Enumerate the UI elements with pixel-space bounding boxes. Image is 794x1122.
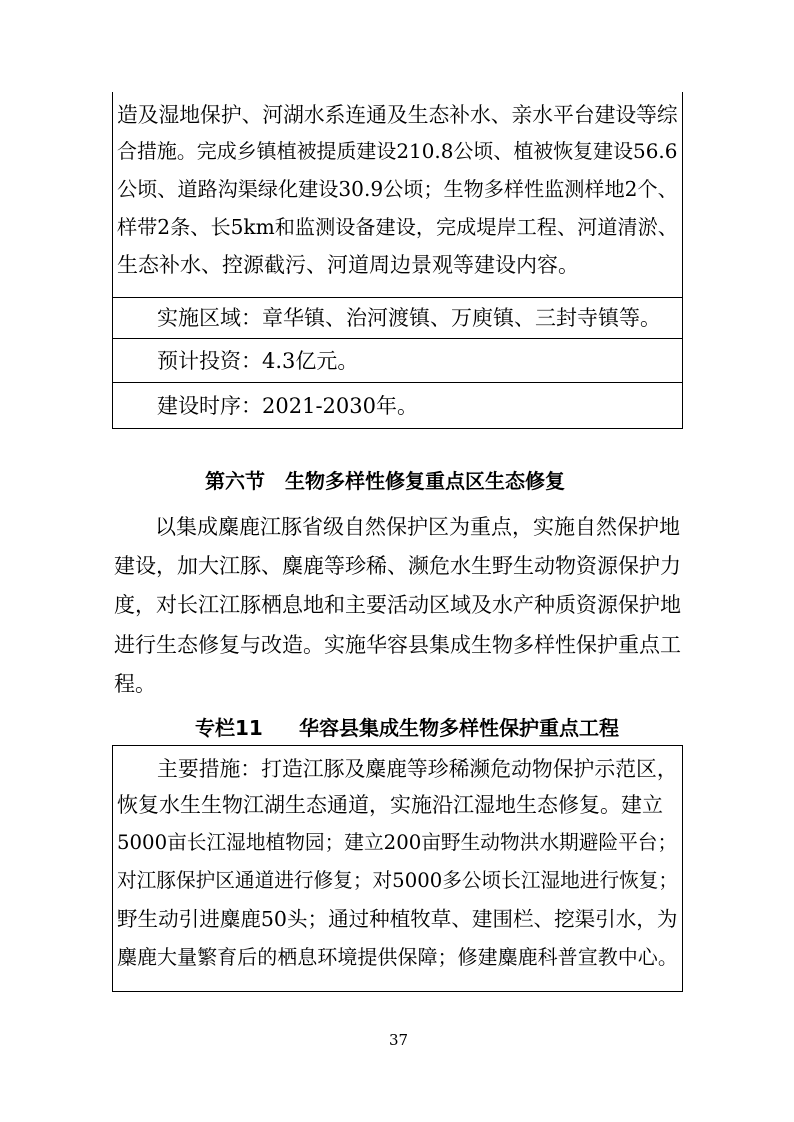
box-11 [112,745,683,992]
box-line: 恢复水生生物江湖生态通道，实施沿江湿地生态修复。建立 [117,793,663,817]
investment-row [113,338,682,382]
box-line: 主要措施：打造江豚及麋鹿等珍稀濒危动物保护示范区， [157,757,678,781]
schedule-row [113,382,682,428]
box-title: 华容县集成生物多样性保护重点工程 [299,716,619,740]
measures-line: 生态补水、控源截污、河道周边景观等建设内容。 [117,253,579,277]
box-line: 野生动引进麋鹿50头；通过种植牧草、建围栏、挖渠引水，为 [117,907,678,931]
box-label: 专栏11 [195,716,263,740]
body-line: 程。 [114,672,156,696]
measures-line: 样带2条、长5km和监测设备建设，完成堤岸工程、河道清淤、 [117,215,678,239]
construction-schedule: 建设时序：2021-2030年。 [157,394,418,418]
body-line: 进行生态修复与改造。实施华容县集成生物多样性保护重点工 [114,633,681,657]
top-table [112,92,683,429]
body-line: 度，对长江江豚栖息地和主要活动区域及水产种质资源保护地 [114,593,681,617]
box-line: 麋鹿大量繁育后的栖息环境提供保障；修建麋鹿科普宣教中心。 [117,945,678,969]
measures-line: 合措施。完成乡镇植被提质建设210.8公顷、植被恢复建设56.6 [117,139,678,163]
estimated-investment: 预计投资：4.3亿元。 [157,349,359,373]
measures-line: 公顷、道路沟渠绿化建设30.9公顷；生物多样性监测样地2个、 [117,177,678,201]
box-line: 5000亩长江湿地植物园；建立200亩野生动物洪水期避险平台； [117,831,678,854]
area-row [113,297,682,338]
implementation-area: 实施区域：章华镇、治河渡镇、万庾镇、三封寺镇等。 [157,306,661,330]
measures-line: 造及湿地保护、河湖水系连通及生态补水、亲水平台建设等综 [117,103,678,127]
box-line: 对江豚保护区通道进行修复；对5000多公顷长江湿地进行恢复； [117,869,679,892]
page-number: 37 [389,1031,409,1049]
section-title: 第六节 生物多样性修复重点区生态修复 [205,469,565,493]
body-line: 建设，加大江豚、麋鹿等珍稀、濒危水生野生动物资源保护力 [114,554,681,578]
body-line: 以集成麋鹿江豚省级自然保护区为重点，实施自然保护地 [155,515,680,539]
